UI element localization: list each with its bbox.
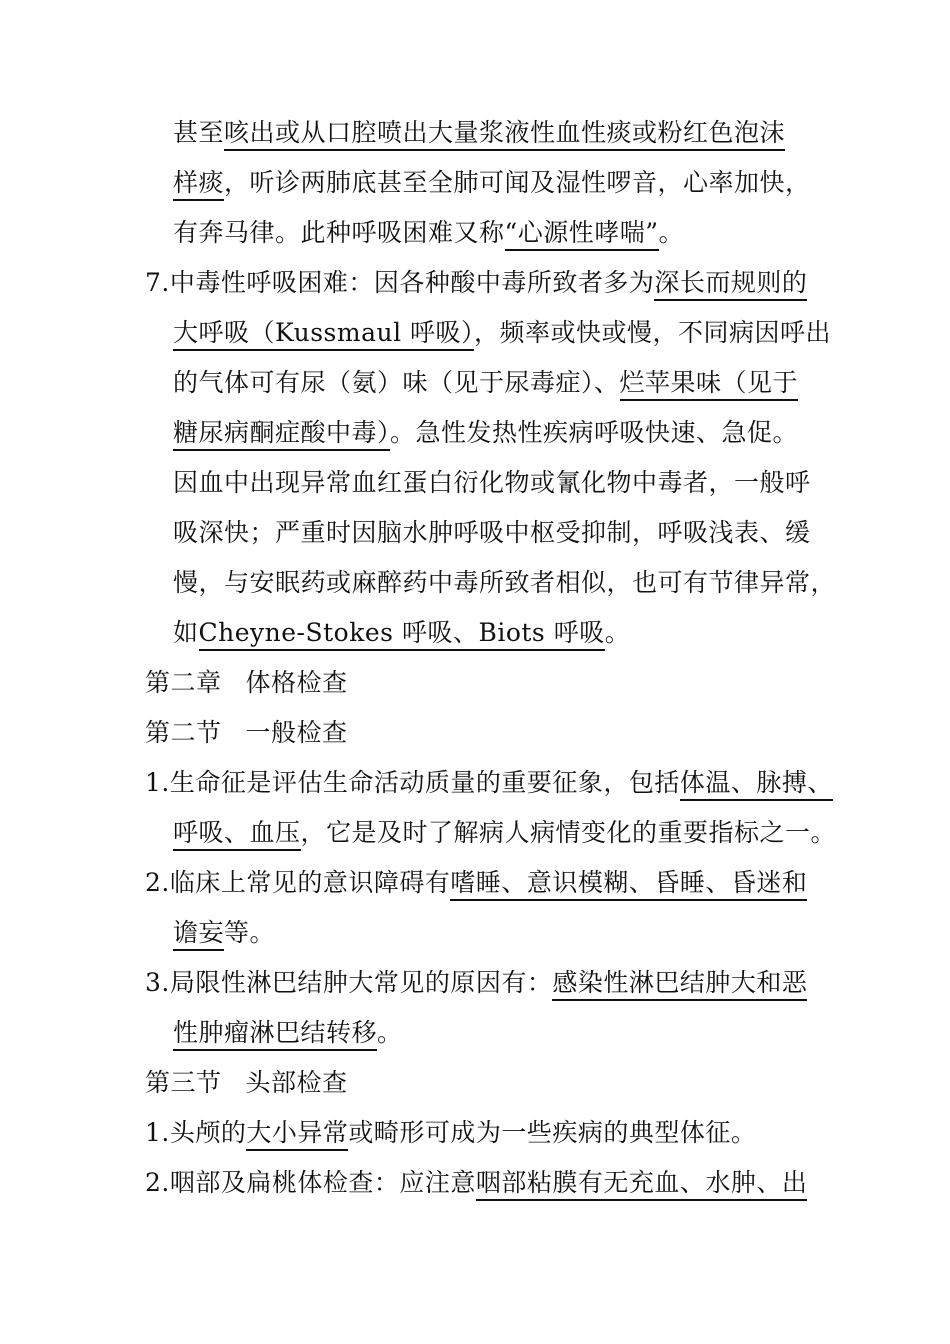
underlined-text: 感染性淋巴结肿大和恶: [552, 968, 807, 1001]
text-line: [173, 1008, 403, 1058]
text-line: [173, 508, 811, 558]
underlined-text: 烂苹果味（见于: [620, 368, 799, 401]
text: 局限性淋巴结肿大常见的原因有：: [169, 968, 553, 997]
underlined-text: 体温、脉搏、: [680, 768, 833, 801]
list-number: 2.: [145, 1168, 170, 1197]
list-number: 3.: [145, 968, 170, 997]
text: 或畸形可成为一些疾病的典型体征。: [348, 1118, 757, 1147]
underlined-text: 谵妄: [173, 918, 224, 951]
text: ，听诊两肺底甚至全肺可闻及湿性啰音，心率加快，: [224, 168, 811, 197]
section-heading: [145, 708, 348, 758]
text-line: [173, 108, 785, 158]
list-item-1: [145, 1108, 756, 1158]
text: 有奔马律。此种呼吸困难又称: [173, 218, 505, 247]
list-item-1: [145, 758, 833, 808]
list-number: 1.: [145, 1118, 170, 1147]
chapter-label: 第二章: [145, 668, 222, 697]
section-label: 第二节: [145, 718, 222, 747]
text-line: [173, 308, 831, 358]
text: 的气体可有尿（氨）味（见于尿毒症）、: [173, 368, 620, 397]
text: 如: [173, 618, 199, 647]
text: 生命征是评估生命活动质量的重要征象，包括: [169, 768, 680, 797]
text: 。: [604, 618, 631, 647]
text-line: [173, 558, 836, 608]
section-heading: [145, 1058, 348, 1108]
list-item-2: [145, 1158, 807, 1208]
text-line: [173, 408, 798, 458]
text: 中毒性呼吸困难：因各种酸中毒所致者多为: [169, 268, 655, 297]
text-line: [173, 208, 684, 258]
chapter-title: 体格检查: [245, 668, 348, 697]
section-label: 第三节: [145, 1068, 222, 1097]
underlined-text: 大呼吸（Kussmaul 呼吸）: [173, 318, 474, 351]
text-line: [173, 608, 630, 658]
list-item-7: [145, 258, 807, 308]
underlined-text: 嗜睡、意识模糊、昏睡、昏迷和: [450, 868, 807, 901]
text-line: [173, 158, 811, 208]
underlined-text: 深长而规则的: [654, 268, 807, 301]
text: 慢，与安眠药或麻醉药中毒所致者相似，也可有节律异常，: [173, 568, 837, 597]
underlined-text: 咽部粘膜有无充血、水肿、出: [476, 1168, 808, 1201]
text-line: [173, 458, 811, 508]
underlined-text: 样痰: [173, 168, 224, 201]
list-number: 7.: [145, 268, 170, 297]
text: 吸深快；严重时因脑水肿呼吸中枢受抑制，呼吸浅表、缓: [173, 518, 811, 547]
list-number: 2.: [145, 868, 170, 897]
text: 等。: [224, 918, 276, 947]
list-item-2: [145, 858, 807, 908]
text-line: [173, 358, 798, 408]
chapter-heading: [145, 658, 348, 708]
list-number: 1.: [145, 768, 170, 797]
text-line: [173, 908, 275, 958]
text: ，频率或快或慢，不同病因呼出: [474, 318, 832, 347]
underlined-text: 性肿瘤淋巴结转移: [173, 1018, 377, 1051]
text: 。急性发热性疾病呼吸快速、急促。: [390, 418, 799, 447]
text: 。: [658, 218, 685, 247]
text: 甚至: [173, 118, 225, 147]
section-title: 头部检查: [245, 1068, 348, 1097]
text: 因血中出现异常血红蛋白衍化物或氰化物中毒者，一般呼: [173, 468, 811, 497]
text: 咽部及扁桃体检查：应注意: [169, 1168, 476, 1197]
text: 。: [377, 1018, 403, 1047]
underlined-text: 糖尿病酮症酸中毒）: [173, 418, 390, 451]
list-item-3: [145, 958, 807, 1008]
underlined-text: 大小异常: [246, 1118, 348, 1151]
text: ，它是及时了解病人病情变化的重要指标之一。: [300, 818, 837, 847]
underlined-text: Cheyne-Stokes 呼吸、Biots 呼吸: [199, 618, 605, 651]
underlined-text: “心源性哮喘”: [505, 218, 659, 251]
text: 头颅的: [169, 1118, 247, 1147]
text: 临床上常见的意识障碍有: [169, 868, 451, 897]
underlined-text: 咳出或从口腔喷出大量浆液性血性痰或粉红色泡沫: [224, 118, 785, 151]
text-line: [173, 808, 836, 858]
underlined-text: 呼吸、血压: [173, 818, 301, 851]
section-title: 一般检查: [245, 718, 348, 747]
